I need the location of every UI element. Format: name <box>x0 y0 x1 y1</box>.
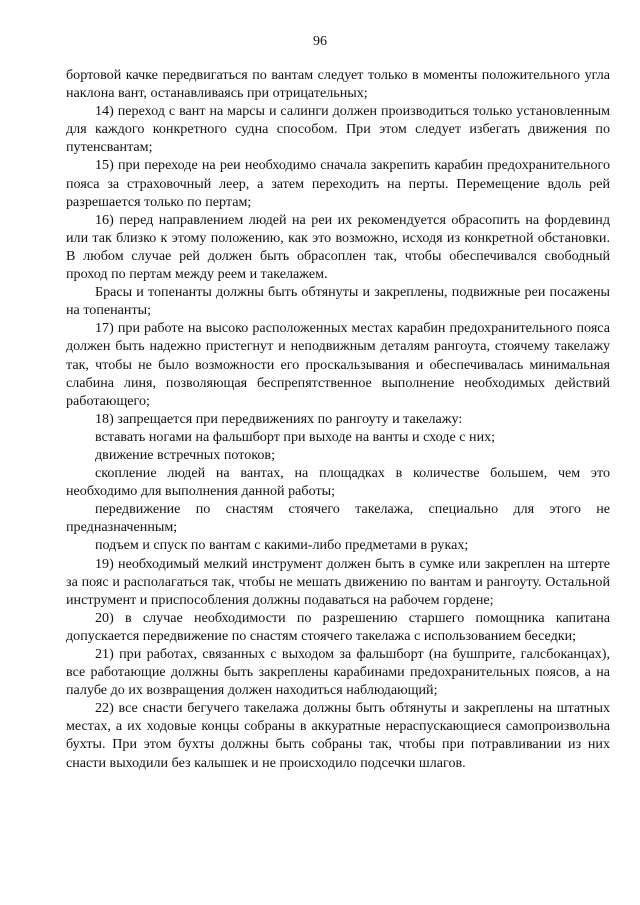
paragraph: подъем и спуск по вантам с какими-либо предметами в руках; <box>95 537 469 554</box>
paragraph: Брасы и топенанты должны быть обтянуты и закреплены, подвижные реи посажены на топенанты; <box>66 284 610 319</box>
paragraph: движение встречных потоков; <box>95 446 275 463</box>
paragraph: вставать ногами на фальшборт при выходе на ванты и сходе с них; <box>95 428 496 445</box>
page-number: 96 <box>313 34 327 49</box>
document-body <box>66 66 610 772</box>
paragraph: 21) при работах, связанных с выходом за фальшборт (на бушприте, галсбоканцах), все работающие должны быть закреплены карабинами предохранительных поясов, а на палубе до их возвращения должен находиться наблюдающий; <box>66 646 610 699</box>
paragraph: 14) переход с вант на марсы и салинги должен производиться только установленным для каждого конкретного судна способом. При этом следует избегать движения по путенсвантам; <box>66 103 610 156</box>
paragraph: 20) в случае необходимости по разрешению старшего помощника капитана допускается передвижение по снастям стоячего такелажа с использованием беседки; <box>66 609 610 644</box>
paragraph: скопление людей на вантах, на площадках в количестве большем, чем это необходимо для выполнения данной работы; <box>66 465 610 500</box>
paragraph: 22) все снасти бегучего такелажа должны быть обтянуты и закреплены на штатных местах, а их ходовые концы собраны в аккуратные нераспускающиеся самопроизвольна бухты. При этом бухты должны быть собраны так, чтобы при потравливании из них снасти выходили без калышек и не происходило подсечки шлагов. <box>66 700 610 771</box>
paragraph: бортовой качке передвигаться по вантам следует только в моменты положительного угла наклона вант, останавливаясь при отрицательных; <box>66 67 610 102</box>
paragraph: 16) перед направлением людей на реи их рекомендуется обрасопить на фордевинд или так близко к этому положению, как это возможно, исходя из конкретной обстановки. В любом случае рей должен быть обрасоплен так, чтобы обеспечивался свободный проход по пертам между реем и такелажем. <box>66 211 610 283</box>
paragraph: 15) при переходе на реи необходимо сначала закрепить карабин предохранительного пояса за страховочный леер, а затем переходить на перты. Перемещение вдоль рей разрешается только по пертам; <box>66 157 610 210</box>
paragraph: передвижение по снастям стоячего такелажа, специально для этого не предназначенным; <box>66 501 610 536</box>
paragraph: 19) необходимый мелкий инструмент должен быть в сумке или закреплен на штерте за пояс и располагаться так, чтобы не мешать движению по вантам и рангоуту. Остальной инструмент и приспособления должны подаваться на рабочем гордене; <box>66 555 610 608</box>
paragraph: 18) запрещается при передвижениях по рангоуту и такелажу: <box>95 410 463 427</box>
paragraph: 17) при работе на высоко расположенных местах карабин предохранительного пояса должен быть надежно пристегнут и неподвижным деталям рангоута, стоячему такелажу так, чтобы не было возможности его проскальзывания и обеспечивалась минимальная слабина линя, позволяющая беспрепятственное выполнение необходимых действий работающего; <box>66 320 610 409</box>
